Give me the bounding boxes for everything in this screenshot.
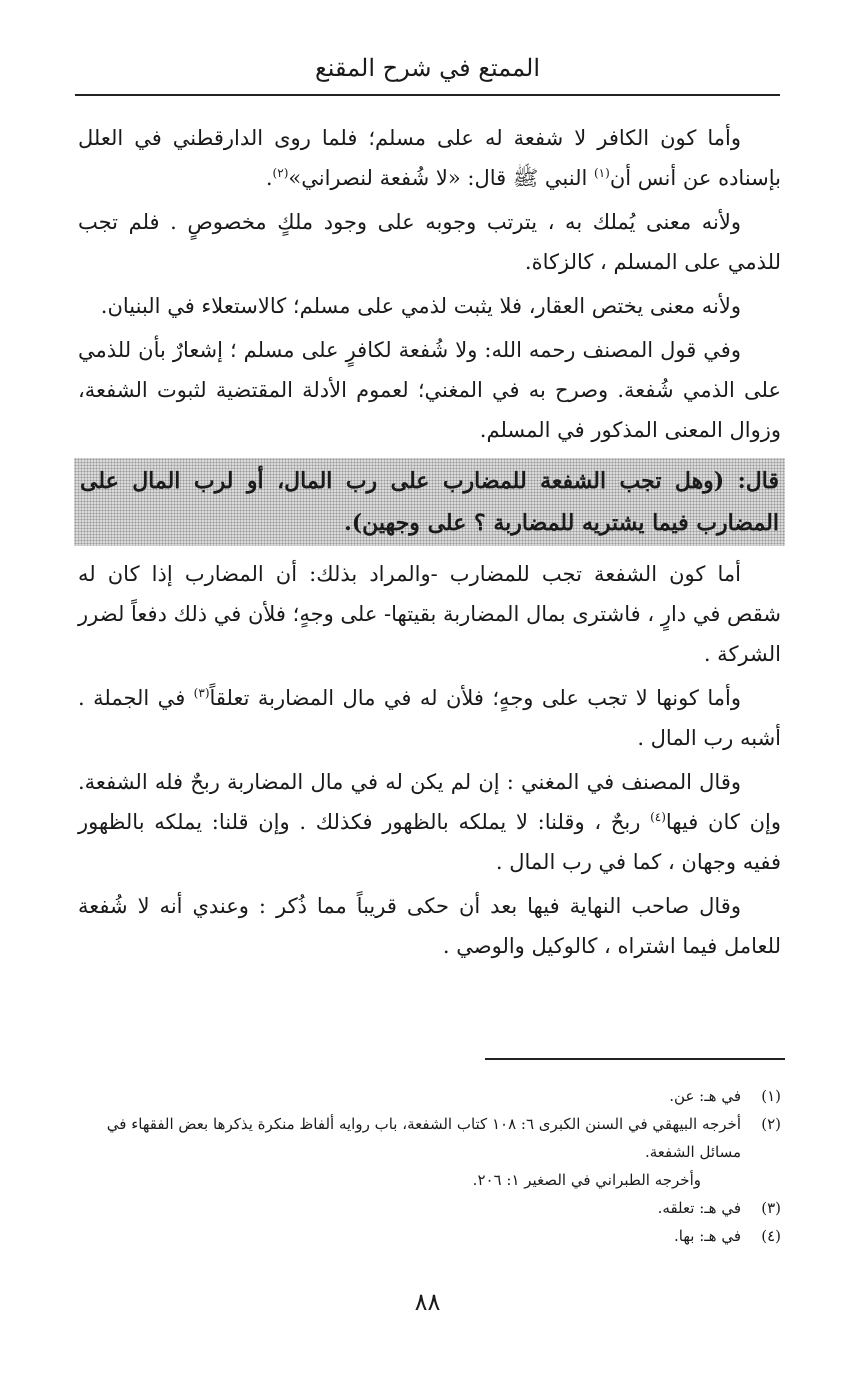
footnote-ref[interactable]: (٣) <box>193 686 210 700</box>
footnote: (٣)في هـ: تعلقه. <box>78 1194 781 1222</box>
paragraph: وقال صاحب النهاية فيها بعد أن حكى قريباً مما ذُكر : وعندي أنه لا شُفعة للعامل فيما اشتراه ، كالوكيل والوصي . <box>78 894 781 958</box>
footnotes <box>78 1082 781 1250</box>
paragraph: أما كون الشفعة تجب للمضارب -والمراد بذلك: أن المضارب إذا كان له شقص في دارٍ ، فاشترى بمال المضاربة بقيتها- على وجهٍ؛ فلأن في ذلك دفعاً لضرر الشركة . <box>78 562 781 666</box>
paragraph: ولأنه معنى يُملك به ، يترتب وجوبه على وجود ملكٍ مخصوصٍ . فلم تجب للذمي على المسلم ، كالزكاة. <box>78 210 781 274</box>
footnote-number: (١) <box>761 1087 781 1105</box>
paragraph: وقال المصنف في المغني : إن لم يكن له في مال المضاربة ربحٌ فله الشفعة. وإن كان فيها$^{(٤)}$ ربحٌ ، وقلنا: لا يملكه بالظهور فكذلك . وإن قلنا: يملكه بالظهور ففيه وجهان ، كما في رب المال . <box>78 770 781 874</box>
footnote-ref[interactable]: (١) <box>593 166 610 180</box>
main-text <box>78 118 781 970</box>
running-header <box>75 46 780 96</box>
footnote: (٢)أخرجه البيهقي في السنن الكبرى ٦: ١٠٨ كتاب الشفعة، باب روايه ألفاظ منكرة يذكرها بعض الفقهاء في مسائل الشفعة. <box>78 1110 781 1166</box>
paragraph: وأما كونها لا تجب على وجهٍ؛ فلأن له في مال المضاربة تعلقاً$^{(٣)}$ في الجملة . أشبه رب المال . <box>78 686 781 750</box>
footnote-divider <box>485 1058 785 1060</box>
page-number: ٨٨ <box>414 1288 441 1316</box>
footnote: (٤)في هـ: بها. <box>78 1222 781 1250</box>
highlighted-question: قال: (وهل تجب الشفعة للمضارب على رب المال، أو لرب المال على المضارب فيما يشتريه للمضاربة ؟ على وجهين). <box>74 458 785 546</box>
footnote-number: (٣) <box>761 1199 781 1217</box>
book-title: الممتع في شرح المقنع <box>315 54 540 82</box>
footnote-ref[interactable]: (٢) <box>272 166 289 180</box>
paragraph: وفي قول المصنف رحمه الله: ولا شُفعة لكافرٍ على مسلم ؛ إشعارٌ بأن للذمي على الذمي شُفعة. وصرح به في المغني؛ لعموم الأدلة المقتضية لثبوت الشفعة، وزوال المعنى المذكور في المسلم. <box>78 338 781 442</box>
footnote: (١)في هـ: عن. <box>78 1082 781 1110</box>
footnote-number: (٢) <box>761 1115 781 1133</box>
footnote-number: (٤) <box>761 1227 781 1245</box>
paragraph: ولأنه معنى يختص العقار، فلا يثبت لذمي على مسلم؛ كالاستعلاء في البنيان. <box>100 294 741 318</box>
paragraph: وأما كون الكافر لا شفعة له على مسلم؛ فلما روى الدارقطني في العلل بإسناده عن أنس أن$^{(١)}$ النبي ﷺ قال: «لا شُفعة لنصراني»$^{(٢)}$. <box>78 126 781 190</box>
footnote-ref[interactable]: (٤) <box>650 810 666 824</box>
footnote-continuation: وأخرجه الطبراني في الصغير ١: ٢٠٦. <box>472 1171 701 1189</box>
